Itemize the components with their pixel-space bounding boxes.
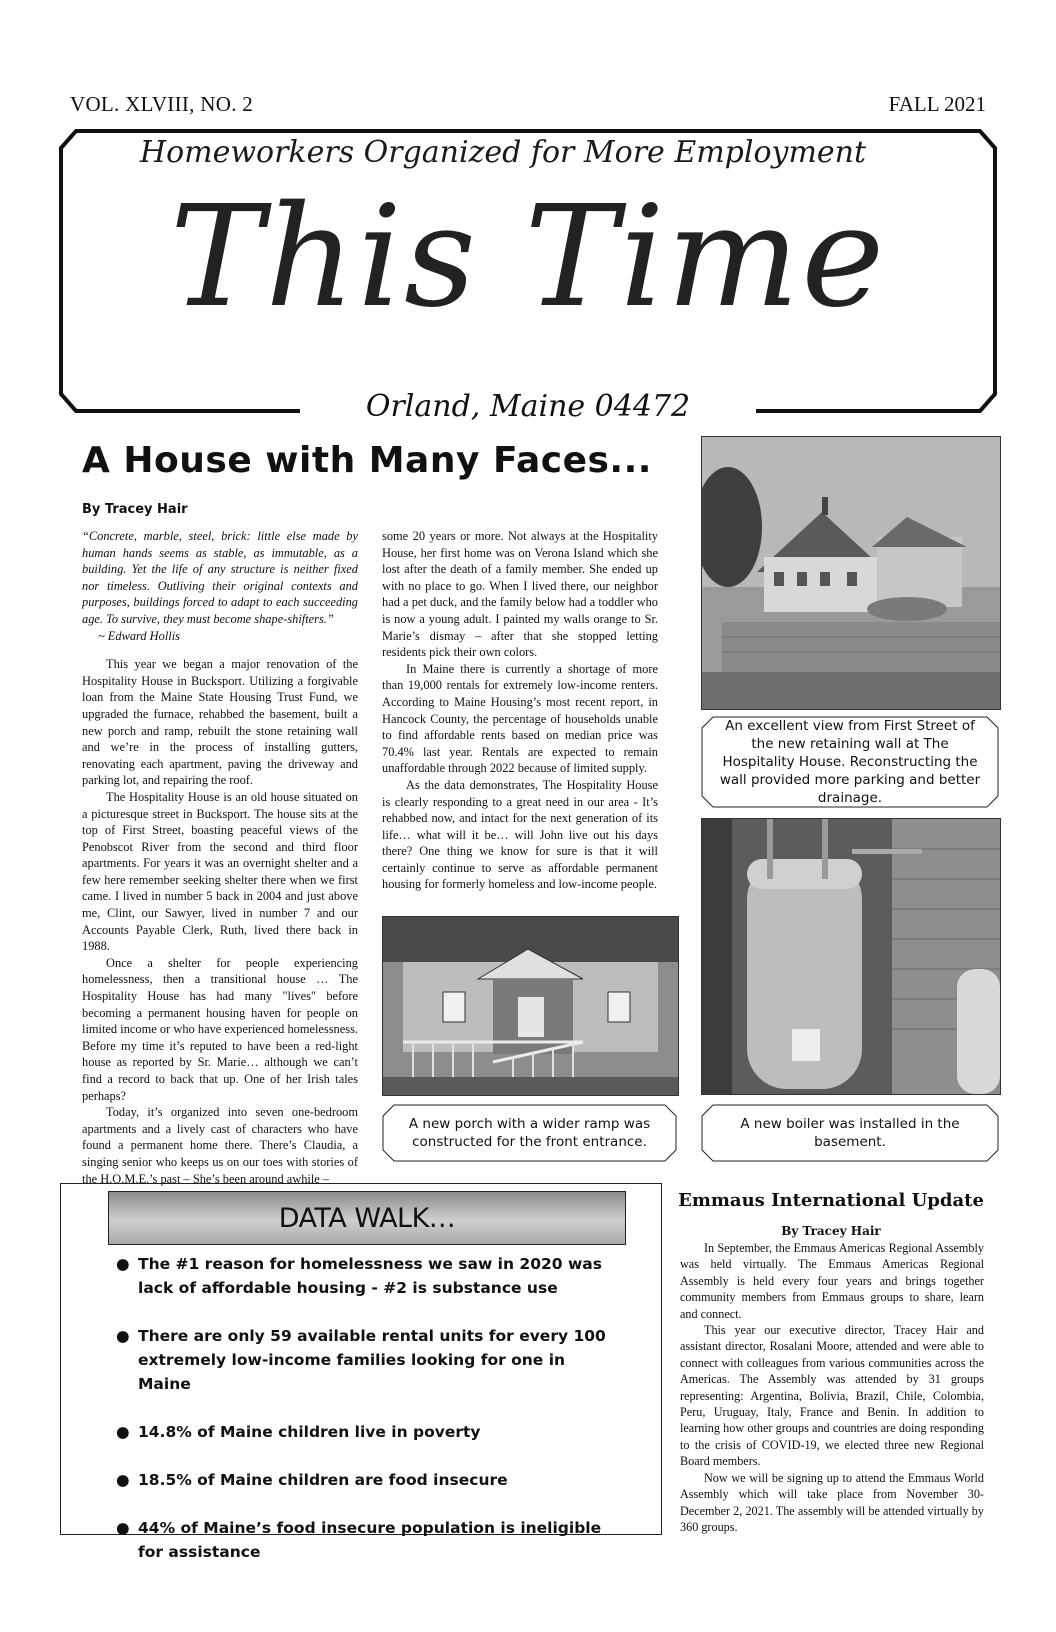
bullet-icon: ● — [116, 1327, 130, 1345]
caption-retaining-wall: An excellent view from First Street of the new retaining wall at The Hospitality House. Reconstructing the wall provided more parking and better drainage. — [701, 716, 999, 808]
article-column-2 — [382, 528, 658, 893]
caption-boiler: A new boiler was installed in the basement. — [701, 1104, 999, 1162]
photo-porch — [382, 916, 679, 1096]
bullet-icon: ● — [116, 1255, 130, 1273]
emmaus-title: Emmaus International Update — [678, 1190, 984, 1211]
emmaus-byline: By Tracey Hair — [781, 1224, 881, 1238]
emmaus-paragraph: Now we will be signing up to attend the Emmaus World Assembly which will take place from November 30-December 2, 2021. The assembly will be attended virtually by 360 groups. — [680, 1470, 984, 1534]
organization-name: Homeworkers Organized for More Employment — [139, 135, 867, 170]
datawalk-item: ● 44% of Maine’s food insecure population is ineligible for assistance — [138, 1516, 616, 1564]
emmaus-paragraph: This year our executive director, Tracey Hair and assistant director, Rosalani Moore, attended and were able to connect with colleagues from various communities across the Americas. The Assembly was attended by 31 groups representing: Argentina, Bolivia, Brazil, Chile, Colombia, Peru, Uruguay, Italy, France and Benin. In addition to learning how other groups and countries are doing responding to the crisis of COVID-19, we elected three new Regional Board members. — [680, 1323, 984, 1469]
article-paragraph: some 20 years or more. Not always at the Hospitality House, her first home was on Verona Island which she lost after the death of a family member. She ended up with no place to go. When I lived there, our neighbor had a pet duck, and the family below had a toddler who is now a young adult. I painted my walls orange to Sr. Marie’s dismay – after that she stopped letting residents pick their own colors. — [382, 529, 658, 660]
datawalk-title: DATA WALK… — [108, 1191, 626, 1245]
article-headline: A House with Many Faces... — [82, 440, 652, 481]
article-quote: “Concrete, marble, steel, brick: little else made by human hands seems as stable, as immutable, as a building. Yet the life of any structure is neither fixed nor timeless. Outliving their original contexts and purposes, buildings forced to adapt to each succeeding age. To survive, they must become shape-shifters.” — [82, 529, 358, 626]
datawalk-item: ● 18.5% of Maine children are food insecure — [138, 1468, 616, 1492]
article-paragraph: In Maine there is currently a shortage of more than 19,000 rentals for extremely low-income renters. According to Maine Housing’s most recent report, in Hancock County, the percentage of households unable to find affordable rents based on median price was 70.4% last year. Rentals are expected to remain unaffordable through 2022 because of limited supply. — [382, 661, 658, 776]
quote-attribution: ~ Edward Hollis — [98, 628, 180, 643]
article-column-1 — [82, 528, 358, 1187]
issue-season: FALL 2021 — [888, 92, 986, 116]
bullet-icon: ● — [116, 1423, 130, 1441]
datawalk-item: ● 14.8% of Maine children live in poverty — [138, 1420, 616, 1444]
emmaus-column — [680, 1240, 984, 1535]
datawalk-item: ● There are only 59 available rental units for every 100 extremely low-income families looking for one in Maine — [138, 1324, 616, 1396]
datawalk-item: ● The #1 reason for homelessness we saw in 2020 was lack of affordable housing - #2 is substance use — [138, 1252, 616, 1300]
volume-number: VOL. XLVIII, NO. 2 — [70, 92, 254, 116]
newsletter-location: Orland, Maine 04472 — [300, 388, 756, 426]
bullet-icon: ● — [116, 1471, 130, 1489]
photo-boiler — [701, 818, 1001, 1095]
article-paragraph: Once a shelter for people experiencing homelessness, then a transitional house … The Hospitality House has had many "lives" before becoming a permanent housing haven for people on limited income or who have experienced homelessness. Before my time it’s reputed to have been a red-light house as reported by Sr. Marie… although we can’t find a record to back that up. One of her Irish tales perhaps? — [82, 955, 358, 1103]
bullet-icon: ● — [116, 1519, 130, 1537]
article-paragraph: The Hospitality House is an old house situated on a picturesque street in Bucksport. The house sits at the top of First Street, boasting peaceful views of the Penobscot River from the second and third floor apartments. For years it was an overnight shelter and a few here remember seeking shelter there when we first came. I lived in number 5 back in 2004 and just above me, Clint, our Sawyer, lived in number 7 and our Accounts Payable Clerk, Ruth, lived there back in 1988. — [82, 789, 358, 954]
datawalk-list — [116, 1252, 616, 1588]
article-paragraph: Today, it’s organized into seven one-bedroom apartments and a lively cast of characters who have found a permanent home there. There’s Claudia, a singing senior who keeps us on our toes with stories of the H.O.M.E.’s past – She’s been around awhile – — [82, 1105, 358, 1186]
article-byline: By Tracey Hair — [82, 502, 188, 517]
article-paragraph: As the data demonstrates, The Hospitality House is clearly responding to a great need in our area - It’s rehabbed now, and intact for the next generation of its life… what will it be… will John live out his days there? One thing we know for sure is that it will certainly continue to serve as affordable permanent housing for formerly homeless and low-income people. — [382, 777, 658, 892]
article-paragraph: This year we began a major renovation of the Hospitality House in Bucksport. Utilizing a forgivable loan from the Maine State Housing Trust Fund, we upgraded the furnace, rehabbed the basement, built a new porch and ramp, rebuilt the stone retaining wall and we’re in the process of installing gutters, renovating each apartment, paving the driveway and parking lot, and repairing the roof. — [82, 657, 358, 788]
caption-porch: A new porch with a wider ramp was constructed for the front entrance. — [382, 1104, 677, 1162]
newsletter-title: This Time — [169, 176, 887, 339]
emmaus-paragraph: In September, the Emmaus Americas Regional Assembly was held virtually. The Emmaus Americas Regional Assembly is held every four years and brings together community members from Emmaus groups to share, learn and connect. — [680, 1241, 984, 1321]
photo-retaining-wall — [701, 436, 1001, 710]
